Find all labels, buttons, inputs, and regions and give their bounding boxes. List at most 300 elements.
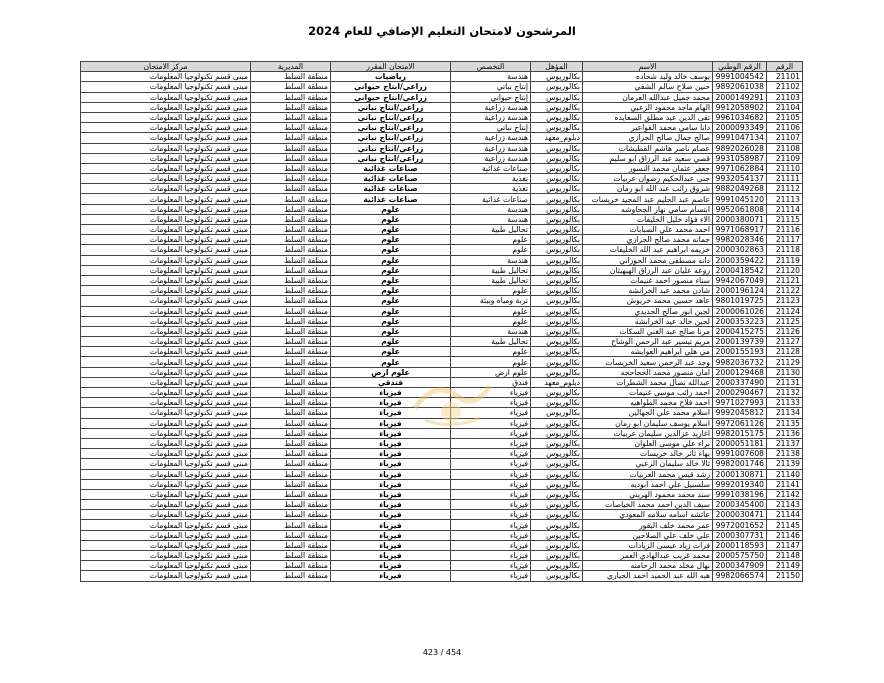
cell-center: مبنى قسم تكنولوجيا المعلومات	[81, 133, 251, 143]
cell-qualification: بكالوريوس	[531, 479, 583, 489]
table-row	[81, 347, 803, 357]
cell-qualification: بكالوريوس	[531, 510, 583, 520]
cell-qualification: دبلوم_معهد	[531, 377, 583, 387]
table-row	[81, 306, 803, 316]
cell-exam: زراعي/انتاج نباتي	[331, 112, 451, 122]
cell-national-id: 9991045120	[713, 194, 767, 204]
cell-directorate: منطقة السلط	[251, 428, 331, 438]
cell-directorate: منطقة السلط	[251, 520, 331, 530]
cell-name: سناء منصور احمد غنيمات	[583, 275, 713, 285]
table-row	[81, 102, 803, 112]
header-national-id: الرقم الوطني	[713, 62, 767, 72]
cell-center: مبنى قسم تكنولوجيا المعلومات	[81, 367, 251, 377]
cell-qualification: بكالوريوس	[531, 459, 583, 469]
cell-center: مبنى قسم تكنولوجيا المعلومات	[81, 510, 251, 520]
cell-center: مبنى قسم تكنولوجيا المعلومات	[81, 479, 251, 489]
cell-name: بهاء ثائر خالد خريسات	[583, 449, 713, 459]
cell-qualification: بكالوريوس	[531, 194, 583, 204]
cell-national-id: 2000418542	[713, 265, 767, 275]
cell-qualification: بكالوريوس	[531, 438, 583, 448]
cell-specialization: علوم ارض	[451, 367, 531, 377]
cell-seq: 21111	[767, 174, 803, 184]
cell-seq: 21135	[767, 418, 803, 428]
cell-seq: 21124	[767, 306, 803, 316]
cell-directorate: منطقة السلط	[251, 153, 331, 163]
cell-exam: فيزياء	[331, 520, 451, 530]
cell-seq: 21107	[767, 133, 803, 143]
cell-qualification: بكالوريوس	[531, 235, 583, 245]
cell-center: مبنى قسم تكنولوجيا المعلومات	[81, 82, 251, 92]
cell-specialization: فيزياء	[451, 530, 531, 540]
cell-qualification: بكالوريوس	[531, 214, 583, 224]
cell-qualification: بكالوريوس	[531, 316, 583, 326]
cell-national-id: 9982028346	[713, 235, 767, 245]
cell-exam: فيزياء	[331, 510, 451, 520]
cell-center: مبنى قسم تكنولوجيا المعلومات	[81, 306, 251, 316]
cell-national-id: 9992019340	[713, 479, 767, 489]
cell-qualification: بكالوريوس	[531, 275, 583, 285]
cell-national-id: 2000359422	[713, 255, 767, 265]
cell-directorate: منطقة السلط	[251, 540, 331, 550]
cell-seq: 21134	[767, 408, 803, 418]
cell-exam: فيزياء	[331, 561, 451, 571]
cell-name: عبدالله نضال محمد الشطرات	[583, 377, 713, 387]
cell-name: مريم تيسير عبد الرحمن الوشاح	[583, 337, 713, 347]
table-row	[81, 214, 803, 224]
cell-exam: فيزياء	[331, 408, 451, 418]
cell-qualification: بكالوريوس	[531, 265, 583, 275]
cell-name: ثالا خالد سليمان الزعبي	[583, 459, 713, 469]
table-row	[81, 540, 803, 550]
cell-directorate: منطقة السلط	[251, 337, 331, 347]
cell-directorate: منطقة السلط	[251, 398, 331, 408]
cell-specialization: علوم	[451, 235, 531, 245]
cell-directorate: منطقة السلط	[251, 102, 331, 112]
cell-center: مبنى قسم تكنولوجيا المعلومات	[81, 571, 251, 581]
cell-national-id: 9982001746	[713, 459, 767, 469]
cell-national-id: 9971062884	[713, 163, 767, 173]
table-row	[81, 275, 803, 285]
table-row	[81, 561, 803, 571]
cell-specialization: هندسة زراعية	[451, 143, 531, 153]
cell-specialization: فيزياء	[451, 500, 531, 510]
cell-name: هبه الله عبد الحميد احمد الحياري	[583, 571, 713, 581]
table-row	[81, 255, 803, 265]
cell-specialization: إنتاج نباتي	[451, 82, 531, 92]
cell-qualification: بكالوريوس	[531, 540, 583, 550]
cell-national-id: 9892026028	[713, 143, 767, 153]
cell-national-id: 9991038196	[713, 489, 767, 499]
cell-directorate: منطقة السلط	[251, 469, 331, 479]
cell-seq: 21105	[767, 112, 803, 122]
cell-name: احمد محمد علي الصبابات	[583, 225, 713, 235]
cell-national-id: 2000139739	[713, 337, 767, 347]
cell-seq: 21145	[767, 520, 803, 530]
cell-exam: صناعات غذائية	[331, 163, 451, 173]
cell-specialization: تحاليل طبية	[451, 275, 531, 285]
cell-exam: صناعات غذائية	[331, 194, 451, 204]
table-body	[81, 72, 803, 581]
cell-qualification: بكالوريوس	[531, 500, 583, 510]
cell-exam: علوم	[331, 265, 451, 275]
cell-seq: 21117	[767, 235, 803, 245]
cell-qualification: بكالوريوس	[531, 357, 583, 367]
cell-center: مبنى قسم تكنولوجيا المعلومات	[81, 540, 251, 550]
cell-center: مبنى قسم تكنولوجيا المعلومات	[81, 520, 251, 530]
cell-directorate: منطقة السلط	[251, 306, 331, 316]
cell-exam: رياضيات	[331, 72, 451, 82]
cell-qualification: بكالوريوس	[531, 296, 583, 306]
cell-qualification: بكالوريوس	[531, 255, 583, 265]
table-row	[81, 326, 803, 336]
cell-qualification: بكالوريوس	[531, 306, 583, 316]
cell-exam: علوم	[331, 275, 451, 285]
cell-national-id: 2000337490	[713, 377, 767, 387]
cell-name: عمر محمد خلف البقور	[583, 520, 713, 530]
cell-seq: 21120	[767, 265, 803, 275]
cell-specialization: فيزياء	[451, 388, 531, 398]
cell-center: مبنى قسم تكنولوجيا المعلومات	[81, 377, 251, 387]
cell-center: مبنى قسم تكنولوجيا المعلومات	[81, 72, 251, 82]
cell-directorate: منطقة السلط	[251, 143, 331, 153]
cell-seq: 21123	[767, 296, 803, 306]
header-qualification: المؤهل	[531, 62, 583, 72]
cell-center: مبنى قسم تكنولوجيا المعلومات	[81, 143, 251, 153]
cell-specialization: فيزياء	[451, 398, 531, 408]
cell-exam: زراعي/انتاج نباتي	[331, 102, 451, 112]
cell-national-id: 9971068917	[713, 225, 767, 235]
cell-qualification: بكالوريوس	[531, 225, 583, 235]
cell-name: يوسف خالد وليد شحاده	[583, 72, 713, 82]
cell-center: مبنى قسم تكنولوجيا المعلومات	[81, 530, 251, 540]
cell-seq: 21138	[767, 449, 803, 459]
cell-directorate: منطقة السلط	[251, 225, 331, 235]
cell-exam: فيزياء	[331, 388, 451, 398]
cell-seq: 21141	[767, 479, 803, 489]
table-row	[81, 500, 803, 510]
cell-qualification: بكالوريوس	[531, 92, 583, 102]
cell-specialization: فيزياء	[451, 571, 531, 581]
cell-seq: 21149	[767, 561, 803, 571]
cell-directorate: منطقة السلط	[251, 184, 331, 194]
cell-specialization: فيزياء	[451, 438, 531, 448]
cell-specialization: هندسة زراعية	[451, 102, 531, 112]
cell-directorate: منطقة السلط	[251, 296, 331, 306]
cell-specialization: فيزياء	[451, 418, 531, 428]
cell-directorate: منطقة السلط	[251, 438, 331, 448]
cell-national-id: 9992045812	[713, 408, 767, 418]
cell-specialization: إنتاج حيواني	[451, 92, 531, 102]
table-row	[81, 438, 803, 448]
cell-directorate: منطقة السلط	[251, 500, 331, 510]
cell-name: الاء فؤاد خليل الخليفات	[583, 214, 713, 224]
cell-seq: 21137	[767, 438, 803, 448]
cell-national-id: 9972061126	[713, 418, 767, 428]
cell-seq: 21122	[767, 286, 803, 296]
table-row	[81, 153, 803, 163]
cell-name: الهام ماجد محمود الزعبي	[583, 102, 713, 112]
cell-seq: 21109	[767, 153, 803, 163]
header-seq: الرقم	[767, 62, 803, 72]
cell-directorate: منطقة السلط	[251, 347, 331, 357]
cell-seq: 21113	[767, 194, 803, 204]
cell-exam: صناعات غذائية	[331, 174, 451, 184]
cell-name: سيف الدين احمد محمد الخياصات	[583, 500, 713, 510]
cell-seq: 21106	[767, 123, 803, 133]
cell-qualification: بكالوريوس	[531, 112, 583, 122]
cell-name: شروق رائب عبد الله ابو رمان	[583, 184, 713, 194]
candidates-table-wrap	[80, 61, 802, 582]
cell-specialization: فيزياء	[451, 428, 531, 438]
cell-specialization: فيزياء	[451, 489, 531, 499]
cell-directorate: منطقة السلط	[251, 163, 331, 173]
cell-seq: 21119	[767, 255, 803, 265]
cell-exam: علوم	[331, 316, 451, 326]
cell-seq: 21131	[767, 377, 803, 387]
cell-center: مبنى قسم تكنولوجيا المعلومات	[81, 347, 251, 357]
cell-directorate: منطقة السلط	[251, 112, 331, 122]
cell-qualification: بكالوريوس	[531, 551, 583, 561]
cell-name: وجد عبد الرحمن سعيد الخريسات	[583, 357, 713, 367]
table-row	[81, 459, 803, 469]
cell-name: رشد قيس محمد العربيات	[583, 469, 713, 479]
table-row	[81, 489, 803, 499]
cell-seq: 21102	[767, 82, 803, 92]
cell-seq: 21150	[767, 571, 803, 581]
cell-seq: 21144	[767, 510, 803, 520]
cell-center: مبنى قسم تكنولوجيا المعلومات	[81, 449, 251, 459]
cell-qualification: بكالوريوس	[531, 449, 583, 459]
cell-name: عاصم عبد الحليم عبد المجيد خريسات	[583, 194, 713, 204]
cell-specialization: علوم	[451, 306, 531, 316]
table-row	[81, 174, 803, 184]
cell-center: مبنى قسم تكنولوجيا المعلومات	[81, 184, 251, 194]
cell-directorate: منطقة السلط	[251, 510, 331, 520]
cell-name: حنين صلاح سالم الشقي	[583, 82, 713, 92]
cell-center: مبنى قسم تكنولوجيا المعلومات	[81, 265, 251, 275]
cell-seq: 21125	[767, 316, 803, 326]
cell-qualification: بكالوريوس	[531, 520, 583, 530]
cell-specialization: هندسة	[451, 255, 531, 265]
cell-specialization: علوم	[451, 316, 531, 326]
cell-specialization: فيزياء	[451, 520, 531, 530]
cell-name: براء علي موسى العلوان	[583, 438, 713, 448]
cell-exam: علوم	[331, 296, 451, 306]
cell-center: مبنى قسم تكنولوجيا المعلومات	[81, 102, 251, 112]
cell-specialization: تحاليل طبية	[451, 225, 531, 235]
table-row	[81, 184, 803, 194]
cell-seq: 21110	[767, 163, 803, 173]
cell-directorate: منطقة السلط	[251, 82, 331, 92]
cell-center: مبنى قسم تكنولوجيا المعلومات	[81, 388, 251, 398]
cell-name: تقى الدين عيد مطلق السعايده	[583, 112, 713, 122]
cell-national-id: 2000130871	[713, 469, 767, 479]
header-directorate: المديرية	[251, 62, 331, 72]
cell-qualification: بكالوريوس	[531, 571, 583, 581]
table-row	[81, 194, 803, 204]
cell-seq: 21127	[767, 337, 803, 347]
cell-national-id: 9932054137	[713, 174, 767, 184]
cell-directorate: منطقة السلط	[251, 449, 331, 459]
cell-center: مبنى قسم تكنولوجيا المعلومات	[81, 204, 251, 214]
cell-national-id: 2000149291	[713, 92, 767, 102]
cell-national-id: 9972001652	[713, 520, 767, 530]
cell-national-id: 2000061026	[713, 306, 767, 316]
cell-seq: 21128	[767, 347, 803, 357]
cell-seq: 21115	[767, 214, 803, 224]
cell-center: مبنى قسم تكنولوجيا المعلومات	[81, 408, 251, 418]
cell-exam: فيزياء	[331, 571, 451, 581]
cell-specialization: فيزياء	[451, 510, 531, 520]
cell-specialization: علوم	[451, 245, 531, 255]
cell-national-id: 2000155193	[713, 347, 767, 357]
cell-exam: فيزياء	[331, 540, 451, 550]
cell-name: عائشه اسامه سلامه المعودي	[583, 510, 713, 520]
cell-center: مبنى قسم تكنولوجيا المعلومات	[81, 459, 251, 469]
table-row	[81, 133, 803, 143]
cell-seq: 21142	[767, 489, 803, 499]
table-row	[81, 286, 803, 296]
table-row	[81, 469, 803, 479]
cell-exam: علوم	[331, 255, 451, 265]
cell-national-id: 2000380071	[713, 214, 767, 224]
cell-center: مبنى قسم تكنولوجيا المعلومات	[81, 214, 251, 224]
cell-exam: زراعي/انتاج حيواني	[331, 82, 451, 92]
cell-qualification: بكالوريوس	[531, 153, 583, 163]
cell-specialization: فيزياء	[451, 459, 531, 469]
cell-national-id: 9892061038	[713, 82, 767, 92]
cell-seq: 21136	[767, 428, 803, 438]
cell-directorate: منطقة السلط	[251, 194, 331, 204]
cell-national-id: 9991007608	[713, 449, 767, 459]
cell-national-id: 9991004542	[713, 72, 767, 82]
cell-name: لجين انور صالح الحديدي	[583, 306, 713, 316]
cell-exam: علوم	[331, 347, 451, 357]
header-center: مركز الامتحان	[81, 62, 251, 72]
cell-name: سلسبيل علي احمد ابوديه	[583, 479, 713, 489]
cell-exam: فيزياء	[331, 479, 451, 489]
cell-national-id: 9912058902	[713, 102, 767, 112]
cell-seq: 21148	[767, 551, 803, 561]
cell-seq: 21143	[767, 500, 803, 510]
cell-seq: 21108	[767, 143, 803, 153]
cell-name: ابتسام سامي نهار الجحاوشه	[583, 204, 713, 214]
cell-national-id: 9952061808	[713, 204, 767, 214]
cell-directorate: منطقة السلط	[251, 133, 331, 143]
cell-qualification: بكالوريوس	[531, 204, 583, 214]
cell-national-id: 9961034682	[713, 112, 767, 122]
cell-national-id: 9982036732	[713, 357, 767, 367]
cell-exam: فيزياء	[331, 449, 451, 459]
cell-specialization: تغذية	[451, 174, 531, 184]
cell-qualification: دبلوم_معهد	[531, 133, 583, 143]
cell-directorate: منطقة السلط	[251, 551, 331, 561]
cell-qualification: بكالوريوس	[531, 326, 583, 336]
cell-exam: علوم	[331, 204, 451, 214]
cell-center: مبنى قسم تكنولوجيا المعلومات	[81, 316, 251, 326]
cell-national-id: 2000129468	[713, 367, 767, 377]
table-row	[81, 204, 803, 214]
cell-exam: زراعي/انتاج نباتي	[331, 123, 451, 133]
cell-exam: فيزياء	[331, 428, 451, 438]
cell-specialization: تحاليل طبية	[451, 337, 531, 347]
cell-exam: علوم	[331, 357, 451, 367]
cell-qualification: بكالوريوس	[531, 428, 583, 438]
cell-qualification: بكالوريوس	[531, 418, 583, 428]
cell-national-id: 2000345400	[713, 500, 767, 510]
table-row	[81, 265, 803, 275]
cell-specialization: علوم	[451, 347, 531, 357]
cell-center: مبنى قسم تكنولوجيا المعلومات	[81, 469, 251, 479]
table-row	[81, 337, 803, 347]
header-name: الاسم	[583, 62, 713, 72]
cell-national-id: 2000030471	[713, 510, 767, 520]
table-row	[81, 296, 803, 306]
cell-directorate: منطقة السلط	[251, 530, 331, 540]
cell-exam: علوم	[331, 214, 451, 224]
cell-directorate: منطقة السلط	[251, 377, 331, 387]
cell-seq: 21104	[767, 102, 803, 112]
table-row	[81, 510, 803, 520]
cell-national-id: 2000302863	[713, 245, 767, 255]
cell-specialization: صناعات غذائية	[451, 163, 531, 173]
cell-center: مبنى قسم تكنولوجيا المعلومات	[81, 500, 251, 510]
cell-specialization: هندسة	[451, 204, 531, 214]
table-row	[81, 479, 803, 489]
watermark-logo	[405, 368, 497, 432]
cell-name: قصي سعيد عبد الرزاق ابو سليم	[583, 153, 713, 163]
table-row	[81, 316, 803, 326]
header-exam: الامتحان المقرر	[331, 62, 451, 72]
cell-exam: فيزياء	[331, 489, 451, 499]
cell-qualification: بكالوريوس	[531, 530, 583, 540]
cell-national-id: 9942067049	[713, 275, 767, 285]
cell-national-id: 2000093349	[713, 123, 767, 133]
cell-name: فرات زياد عيسى الزيادات	[583, 540, 713, 550]
cell-qualification: بكالوريوس	[531, 489, 583, 499]
cell-seq: 21116	[767, 225, 803, 235]
cell-specialization: فيزياء	[451, 469, 531, 479]
cell-directorate: منطقة السلط	[251, 388, 331, 398]
cell-center: مبنى قسم تكنولوجيا المعلومات	[81, 174, 251, 184]
cell-center: مبنى قسم تكنولوجيا المعلومات	[81, 337, 251, 347]
cell-center: مبنى قسم تكنولوجيا المعلومات	[81, 428, 251, 438]
cell-national-id: 9982015175	[713, 428, 767, 438]
cell-center: مبنى قسم تكنولوجيا المعلومات	[81, 418, 251, 428]
cell-specialization: هندسة	[451, 326, 531, 336]
table-row	[81, 112, 803, 122]
cell-directorate: منطقة السلط	[251, 489, 331, 499]
cell-name: احمد رائب موسى غنيمات	[583, 388, 713, 398]
cell-directorate: منطقة السلط	[251, 255, 331, 265]
cell-specialization: فيزياء	[451, 449, 531, 459]
table-row	[81, 123, 803, 133]
table-row	[81, 82, 803, 92]
cell-exam: فيزياء	[331, 551, 451, 561]
cell-seq: 21121	[767, 275, 803, 285]
cell-name: خزيمه ابراهيم عبد الله الخليفات	[583, 245, 713, 255]
cell-center: مبنى قسم تكنولوجيا المعلومات	[81, 275, 251, 285]
cell-name: محمد غريب عبدالهادي العمر	[583, 551, 713, 561]
cell-specialization: صناعات غذائية	[451, 194, 531, 204]
cell-specialization: هندسة زراعية	[451, 133, 531, 143]
cell-directorate: منطقة السلط	[251, 275, 331, 285]
cell-center: مبنى قسم تكنولوجيا المعلومات	[81, 194, 251, 204]
cell-qualification: بكالوريوس	[531, 102, 583, 112]
cell-center: مبنى قسم تكنولوجيا المعلومات	[81, 296, 251, 306]
cell-national-id: 2000575750	[713, 551, 767, 561]
cell-directorate: منطقة السلط	[251, 245, 331, 255]
